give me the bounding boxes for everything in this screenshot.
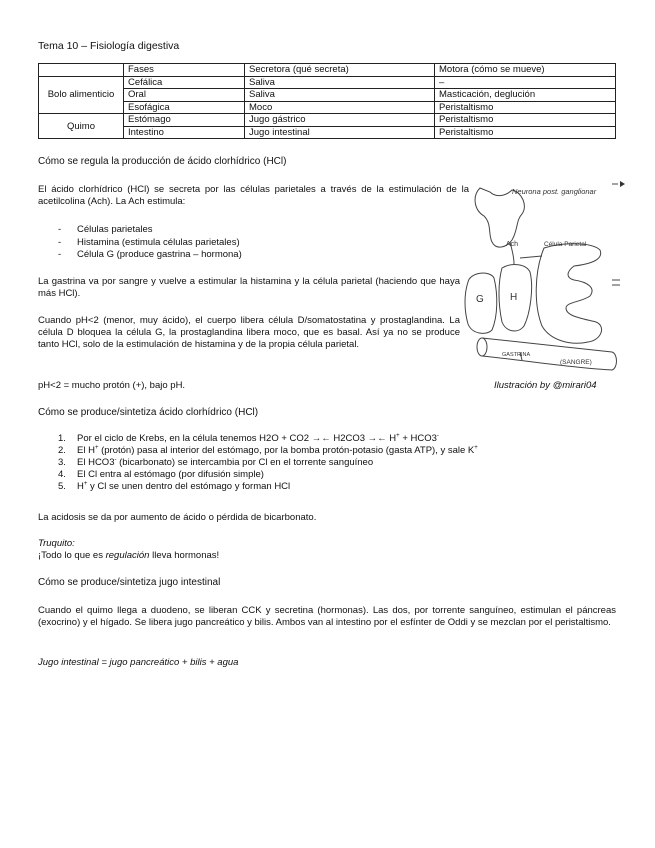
step-sup: + — [83, 480, 88, 487]
step-text: Por el ciclo de Krebs, en la célula tenemos H2O + CO2 →← H2CO3 →← H — [77, 433, 397, 444]
arrow-head-icon — [620, 181, 625, 187]
table-cell: Oral — [124, 89, 245, 102]
list-item — [38, 469, 618, 481]
table-header-cell: Secretora (qué secreta) — [245, 64, 435, 77]
table-corner-cell — [39, 64, 124, 77]
parietal-label: Célula Parietal — [544, 241, 587, 248]
intestinal-formula: Jugo intestinal = jugo pancreático + bilis + agua — [38, 657, 239, 668]
acidosis-line: La acidosis se da por aumento de ácido o pérdida de bicarbonato. — [38, 512, 317, 523]
table-cell: Masticación, deglución — [435, 89, 616, 102]
step-text: (bicarbonato) se intercambia por Cl en el torrente sanguíneo — [116, 457, 374, 468]
page-title: Tema 10 – Fisiología digestiva — [38, 40, 180, 52]
g-label: G — [476, 294, 484, 305]
step-text: El HCO3 — [77, 457, 115, 468]
parietal-cell-shape — [536, 244, 601, 343]
table-header-cell: Motora (cómo se mueve) — [435, 64, 616, 77]
h-label: H — [510, 292, 518, 303]
truquito-text — [38, 550, 219, 561]
list-item — [38, 481, 618, 493]
table-cell: Peristaltismo — [435, 126, 616, 139]
table-cell: Estómago — [124, 114, 245, 127]
step-sup: + — [94, 444, 99, 451]
sangre-label: (SANGRE) — [560, 359, 592, 366]
step-text: El H — [77, 445, 95, 456]
group-cell-quimo: Quimo — [39, 114, 124, 139]
ph-line: pH<2 = mucho protón (+), bajo pH. — [38, 380, 186, 391]
list-item: - Histamina (estimula células parietales) — [38, 237, 458, 250]
table-row — [39, 114, 616, 127]
list-item: - Célula G (produce gastrina – hormona) — [38, 249, 458, 262]
step-text: El Cl entra al estómago (por difusión simple) — [77, 469, 264, 480]
neuron-shape — [475, 188, 524, 247]
hcl-steps-list — [38, 433, 618, 493]
table-row — [39, 126, 616, 139]
table-cell: Intestino — [124, 126, 245, 139]
table-row — [39, 101, 616, 114]
list-item — [38, 433, 618, 445]
gastrina-label: GASTRINA — [502, 352, 531, 358]
table-header-cell: Fases — [124, 64, 245, 77]
step-sup: + — [396, 432, 400, 439]
intestinal-paragraph: Cuando el quimo llega a duodeno, se liberan CCK y secretina (hormonas). Las dos, por torrente sanguíneo, estimulan el páncreas (exocrino) y el hígado. Se libera jugo pancreático y bilis. Ambos van al intestino por el esfínter de Oddi y se mezclan por el peristaltismo. — [38, 605, 616, 628]
table-cell: – — [435, 76, 616, 89]
step-number: 3. — [58, 457, 66, 468]
phases-table — [38, 63, 616, 139]
step-text: y Cl se unen dentro del estómago y forman HCl — [87, 481, 291, 492]
step-text: (protón) pasa al interior del estómago, por la bomba protón-potasio (gasta ATP), y sale K — [98, 445, 475, 456]
step-text: + HCO3 — [399, 433, 437, 444]
truquito-pre: ¡Todo lo que es — [38, 550, 106, 561]
illustration-credit: Ilustración by @mirari04 — [494, 380, 597, 391]
step-sup: - — [114, 456, 117, 463]
step-number: 2. — [58, 445, 66, 456]
list-item — [38, 445, 618, 457]
table-header-row — [39, 64, 616, 77]
neurona-label: Neurona post. ganglionar — [512, 187, 597, 196]
table-row — [39, 76, 616, 89]
step-text: H — [77, 481, 84, 492]
intro-paragraph: El ácido clorhídrico (HCl) se secreta por las células parietales a través de la estimulación de la acetilcolina (Ach). La Ach estimula: — [38, 184, 469, 207]
section-heading-hcl-regulation: Cómo se regula la producción de ácido clorhídrico (HCl) — [38, 156, 287, 167]
table-cell: Jugo gástrico — [245, 114, 435, 127]
table-cell: Jugo intestinal — [245, 126, 435, 139]
step-number: 1. — [58, 433, 66, 444]
ach-bullet-list — [38, 224, 458, 262]
step-sup: - — [436, 432, 439, 439]
hcl-regulation-illustration — [462, 176, 632, 376]
list-item — [38, 457, 618, 469]
ach-label: Ach — [506, 241, 519, 248]
table-row — [39, 89, 616, 102]
table-cell: Moco — [245, 101, 435, 114]
table-cell: Peristaltismo — [435, 114, 616, 127]
truquito-emph: regulación — [105, 550, 150, 561]
table-cell: Saliva — [245, 76, 435, 89]
step-sup: + — [474, 444, 478, 451]
gastrina-paragraph: La gastrina va por sangre y vuelve a estimular la histamina y la célula parietal (haciendo que haya más HCl). — [38, 276, 460, 299]
step-number: 5. — [58, 481, 66, 492]
table-cell: Esofágica — [124, 101, 245, 114]
ph-paragraph: Cuando pH<2 (menor, muy ácido), el cuerpo libera célula D/somatostatina y prostaglandina. La célula D bloquea la célula G, la prostaglandina libera moco, que es basal. Así ya no se produce tanto HCl, solo de la estimulación de histamina y de la propia célula parietal. — [38, 315, 460, 350]
section-heading-intestinal-juice: Cómo se produce/sintetiza jugo intestinal — [38, 577, 221, 588]
table-cell: Cefálica — [124, 76, 245, 89]
truquito-post: lleva hormonas! — [149, 550, 220, 561]
table-cell: Saliva — [245, 89, 435, 102]
table-cell: Peristaltismo — [435, 101, 616, 114]
truquito-label: Truquito: — [38, 538, 75, 549]
section-heading-hcl-synthesis: Cómo se produce/sintetiza ácido clorhídrico (HCl) — [38, 407, 259, 418]
list-item: - Células parietales — [38, 224, 458, 237]
group-cell-bolo: Bolo alimenticio — [39, 76, 124, 114]
step-number: 4. — [58, 469, 66, 480]
